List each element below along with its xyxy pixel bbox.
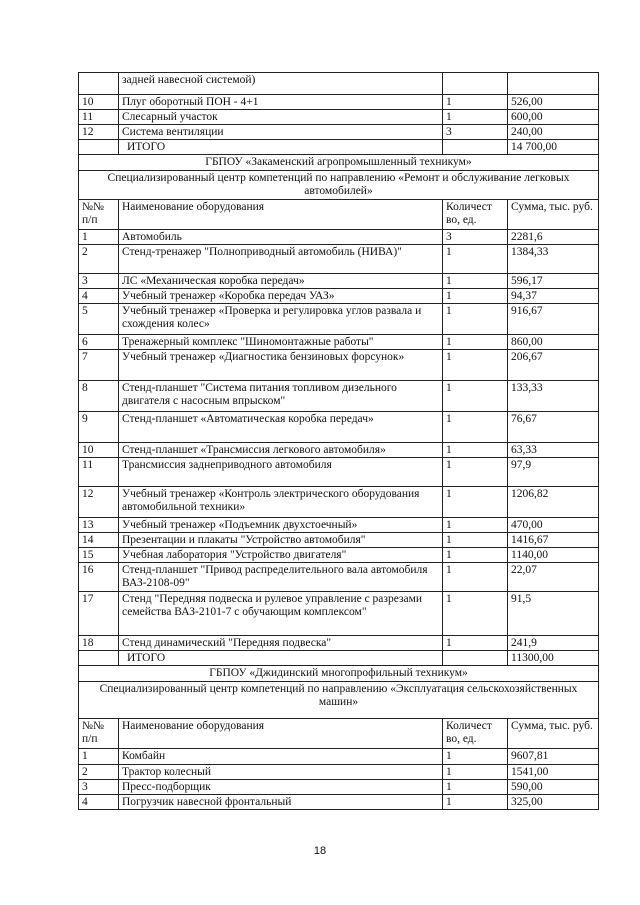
sum-value: 9607,81 — [508, 749, 599, 765]
center-title: Специализированный центр компетенций по направлению «Эксплуатация сельскохозяйственных машин» — [79, 682, 599, 719]
equipment-name: Стенд-планшет «Автоматическая коробка передач» — [119, 412, 443, 443]
document-page — [78, 72, 598, 810]
quantity: 1 — [443, 749, 508, 765]
equipment-name: Система вентиляции — [119, 125, 443, 140]
sum-value: 2281,6 — [508, 230, 599, 245]
equipment-name: Трансмиссия заднеприводного автомобиля — [119, 458, 443, 487]
table-row — [79, 548, 599, 563]
row-number: 15 — [79, 548, 119, 563]
row-number: 1 — [79, 230, 119, 245]
row-number: 11 — [79, 458, 119, 487]
quantity: 1 — [443, 592, 508, 636]
table-row — [79, 304, 599, 335]
total-empty — [79, 140, 119, 155]
sum-value: 206,67 — [508, 350, 599, 381]
table-row — [79, 636, 599, 651]
row-number: 2 — [79, 765, 119, 780]
row-number: 4 — [79, 795, 119, 810]
equipment-name: Трактор колесный — [119, 765, 443, 780]
equipment-name: Автомобиль — [119, 230, 443, 245]
sum-value: 240,00 — [508, 125, 599, 140]
table-row — [79, 518, 599, 533]
equipment-table — [78, 72, 599, 810]
table-row — [79, 458, 599, 487]
row-number: 14 — [79, 533, 119, 548]
sum-value: 1416,67 — [508, 533, 599, 548]
row-number: 17 — [79, 592, 119, 636]
sum-value: 94,37 — [508, 289, 599, 304]
row-number: 7 — [79, 350, 119, 381]
row-number: 10 — [79, 443, 119, 458]
equipment-name: Учебный тренажер «Проверка и регулировка углов развала и схождения колес» — [119, 304, 443, 335]
quantity: 1 — [443, 533, 508, 548]
equipment-name: Учебный тренажер «Коробка передач УАЗ» — [119, 289, 443, 304]
sum-value: 76,67 — [508, 412, 599, 443]
sum-value: 860,00 — [508, 335, 599, 350]
header-number: №№ п/п — [79, 200, 119, 230]
center-row — [79, 171, 599, 200]
total-empty — [79, 651, 119, 666]
sum-value: 63,33 — [508, 443, 599, 458]
row-number: 1 — [79, 749, 119, 765]
table-row — [79, 335, 599, 350]
table-row — [79, 125, 599, 140]
quantity: 1 — [443, 780, 508, 795]
center-title: Специализированный центр компетенций по направлению «Ремонт и обслуживание легковых автомобилей» — [79, 171, 599, 200]
table-row — [79, 350, 599, 381]
equipment-name: Учебный тренажер «Подъемник двухстоечный» — [119, 518, 443, 533]
equipment-name: Стенд-планшет "Привод распределительного вала автомобиля ВАЗ-2108-09" — [119, 563, 443, 592]
equipment-name: Плуг оборотный ПОН - 4+1 — [119, 95, 443, 110]
row-number: 12 — [79, 125, 119, 140]
quantity: 1 — [443, 563, 508, 592]
table-row — [79, 749, 599, 765]
organization-name: ГБПОУ «Джидинский многопрофильный техникум» — [79, 666, 599, 682]
total-label: ИТОГО — [119, 651, 443, 666]
page-number: 18 — [313, 845, 327, 857]
equipment-name: Тренажерный комплекс "Шиномонтажные работы" — [119, 335, 443, 350]
sum-value: 1541,00 — [508, 765, 599, 780]
quantity: 1 — [443, 548, 508, 563]
sum-value: 916,67 — [508, 304, 599, 335]
equipment-name: Учебная лаборатория "Устройство двигателя" — [119, 548, 443, 563]
row-number: 16 — [79, 563, 119, 592]
row-number: 13 — [79, 518, 119, 533]
equipment-name: Стенд-планшет «Трансмиссия легкового автомобиля» — [119, 443, 443, 458]
row-number: 9 — [79, 412, 119, 443]
header-sum: Сумма, тыс. руб. — [508, 719, 599, 749]
table-row — [79, 412, 599, 443]
equipment-name: Стенд динамический "Передняя подвеска" — [119, 636, 443, 651]
equipment-name: Комбайн — [119, 749, 443, 765]
header-quantity: Количест во, ед. — [443, 719, 508, 749]
quantity: 1 — [443, 304, 508, 335]
equipment-name: ЛС «Механическая коробка передач» — [119, 274, 443, 289]
quantity: 1 — [443, 443, 508, 458]
total-sum: 14 700,00 — [508, 140, 599, 155]
equipment-name: Стенд-планшет "Система питания топливом дизельного двигателя с насосным впрыском" — [119, 381, 443, 412]
equipment-name: Пресс-подборщик — [119, 780, 443, 795]
row-number: 18 — [79, 636, 119, 651]
organization-name: ГБПОУ «Закаменский агропромышленный техникум» — [79, 155, 599, 171]
quantity: 1 — [443, 95, 508, 110]
total-empty — [443, 140, 508, 155]
table-row — [79, 563, 599, 592]
row-number: 3 — [79, 274, 119, 289]
row-number: 10 — [79, 95, 119, 110]
table-row — [79, 780, 599, 795]
row-number: 3 — [79, 780, 119, 795]
table-row — [79, 592, 599, 636]
table-row — [79, 443, 599, 458]
quantity: 1 — [443, 636, 508, 651]
table-row — [79, 765, 599, 780]
header-name: Наименование оборудования — [119, 200, 443, 230]
quantity: 3 — [443, 230, 508, 245]
sum-value: 325,00 — [508, 795, 599, 810]
quantity: 1 — [443, 245, 508, 274]
header-sum: Сумма, тыс. руб. — [508, 200, 599, 230]
sum-value: 91,5 — [508, 592, 599, 636]
equipment-name: Погрузчик навесной фронтальный — [119, 795, 443, 810]
organization-row — [79, 666, 599, 682]
row-number — [79, 73, 119, 95]
total-empty — [443, 651, 508, 666]
quantity: 1 — [443, 110, 508, 125]
header-quantity: Количест во, ед. — [443, 200, 508, 230]
row-number: 6 — [79, 335, 119, 350]
row-number: 4 — [79, 289, 119, 304]
total-row — [79, 651, 599, 666]
table-row — [79, 487, 599, 518]
row-number: 8 — [79, 381, 119, 412]
sum-value: 1384,33 — [508, 245, 599, 274]
quantity: 1 — [443, 795, 508, 810]
total-sum: 11300,00 — [508, 651, 599, 666]
table-row — [79, 110, 599, 125]
sum-value — [508, 73, 599, 95]
table-row — [79, 245, 599, 274]
table-row — [79, 230, 599, 245]
table-row — [79, 533, 599, 548]
row-number: 5 — [79, 304, 119, 335]
table-row — [79, 381, 599, 412]
quantity: 1 — [443, 487, 508, 518]
table-row — [79, 274, 599, 289]
row-number: 12 — [79, 487, 119, 518]
quantity: 1 — [443, 350, 508, 381]
quantity: 1 — [443, 335, 508, 350]
quantity: 1 — [443, 289, 508, 304]
table-row — [79, 95, 599, 110]
organization-row — [79, 155, 599, 171]
equipment-name: Стенд-тренажер "Полноприводный автомобиль (НИВА)" — [119, 245, 443, 274]
header-row — [79, 200, 599, 230]
sum-value: 600,00 — [508, 110, 599, 125]
sum-value: 470,00 — [508, 518, 599, 533]
sum-value: 526,00 — [508, 95, 599, 110]
header-number: №№ п/п — [79, 719, 119, 749]
quantity: 1 — [443, 458, 508, 487]
row-number: 2 — [79, 245, 119, 274]
quantity: 1 — [443, 518, 508, 533]
equipment-name: Учебный тренажер «Контроль электрического оборудования автомобильной техники» — [119, 487, 443, 518]
quantity: 3 — [443, 125, 508, 140]
equipment-name: Учебный тренажер «Диагностика бензиновых форсунок» — [119, 350, 443, 381]
sum-value: 22,07 — [508, 563, 599, 592]
equipment-name: Презентации и плакаты "Устройство автомобиля" — [119, 533, 443, 548]
total-row — [79, 140, 599, 155]
sum-value: 97,9 — [508, 458, 599, 487]
quantity: 1 — [443, 765, 508, 780]
sum-value: 1140,00 — [508, 548, 599, 563]
center-row — [79, 682, 599, 719]
table-row — [79, 289, 599, 304]
equipment-name: задней навесной системой) — [119, 73, 443, 95]
sum-value: 1206,82 — [508, 487, 599, 518]
quantity — [443, 73, 508, 95]
sum-value: 596,17 — [508, 274, 599, 289]
quantity: 1 — [443, 412, 508, 443]
sum-value: 590,00 — [508, 780, 599, 795]
sum-value: 133,33 — [508, 381, 599, 412]
sum-value: 241,9 — [508, 636, 599, 651]
table-row — [79, 73, 599, 95]
equipment-name: Стенд "Передняя подвеска и рулевое управление с разрезами семейства ВАЗ-2101-7 с обучающим комплексом" — [119, 592, 443, 636]
quantity: 1 — [443, 381, 508, 412]
total-label: ИТОГО — [119, 140, 443, 155]
row-number: 11 — [79, 110, 119, 125]
header-name: Наименование оборудования — [119, 719, 443, 749]
equipment-name: Слесарный участок — [119, 110, 443, 125]
header-row — [79, 719, 599, 749]
table-row — [79, 795, 599, 810]
quantity: 1 — [443, 274, 508, 289]
